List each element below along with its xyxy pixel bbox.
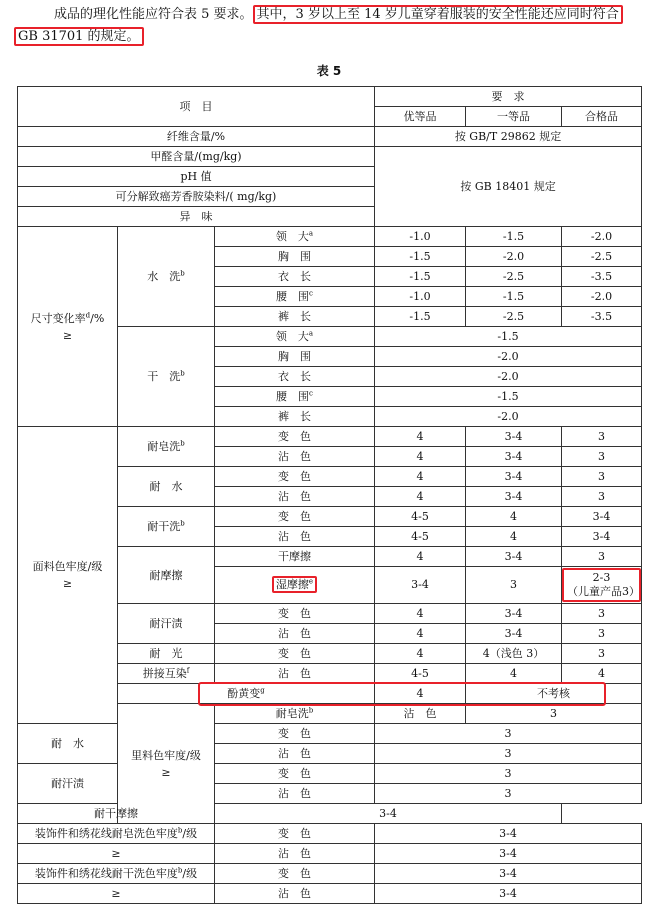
face-drywash-stain-v2: 4 bbox=[466, 527, 562, 547]
lining-sweat-stain-label: 沾 色 bbox=[215, 784, 375, 804]
row-ph-label: pH 值 bbox=[18, 167, 375, 187]
wash-part: 胸 围 bbox=[215, 247, 375, 267]
acc-soap-sup: b bbox=[177, 826, 183, 835]
intro-text-plain: 成品的理化性能应符合表 5 要求。 bbox=[54, 7, 253, 22]
face-dry-rub-v1: 4 bbox=[375, 547, 466, 567]
row-gb18401-req: 按 GB 18401 规定 bbox=[375, 147, 642, 227]
wash-v1: -1.0 bbox=[375, 227, 466, 247]
wash-part-label: 腰 围 bbox=[276, 290, 310, 303]
face-soap-change-v2: 3-4 bbox=[466, 427, 562, 447]
row-odor-label: 异 味 bbox=[18, 207, 375, 227]
lining-water-stain-label: 沾 色 bbox=[215, 744, 375, 764]
face-water-change-v2: 3-4 bbox=[466, 467, 562, 487]
acc-dry-title-cell bbox=[18, 864, 215, 884]
acc-soap-title-cell bbox=[18, 824, 215, 844]
dimension-title-unit: /% bbox=[90, 311, 105, 325]
face-water-change-v3: 3 bbox=[562, 467, 642, 487]
face-wet-rub-v2: 3 bbox=[466, 567, 562, 604]
face-sweat-change-v2: 3-4 bbox=[466, 604, 562, 624]
acc-dry-sup: b bbox=[177, 866, 183, 875]
face-soap-sup: b bbox=[180, 439, 185, 448]
face-soap-stain-v2: 3-4 bbox=[466, 447, 562, 467]
wash-v2: -1.5 bbox=[466, 287, 562, 307]
face-sweat-change-v1: 4 bbox=[375, 604, 466, 624]
face-soap-change-v1: 4 bbox=[375, 427, 466, 447]
wash-part bbox=[215, 287, 375, 307]
dimension-wash: 水 洗 bbox=[147, 270, 181, 283]
dry-v: -2.0 bbox=[375, 347, 642, 367]
dimension-title-sup: d bbox=[85, 310, 91, 319]
wash-v3: -2.0 bbox=[562, 287, 642, 307]
acc-dry-change-v: 3-4 bbox=[375, 864, 642, 884]
dry-part bbox=[215, 387, 375, 407]
wash-v3: -3.5 bbox=[562, 267, 642, 287]
dry-v: -2.0 bbox=[375, 367, 642, 387]
acc-dry-unit: /级 bbox=[182, 867, 198, 880]
face-phenol-v1: 4 bbox=[375, 684, 466, 704]
face-drywash-change-label: 变 色 bbox=[215, 507, 375, 527]
wash-v3: -3.5 bbox=[562, 307, 642, 327]
face-sweat-stain-label: 沾 色 bbox=[215, 624, 375, 644]
acc-dry-ge: ≥ bbox=[18, 884, 215, 904]
acc-dry-change-label: 变 色 bbox=[215, 864, 375, 884]
lining-sweat-change-v: 3 bbox=[375, 764, 642, 784]
row-formaldehyde-label: 甲醛含量/(mg/kg) bbox=[18, 147, 375, 167]
lining-sweat-change-label: 变 色 bbox=[215, 764, 375, 784]
intro-line-1 bbox=[14, 4, 646, 26]
highlight-box-wet-rub-v3 bbox=[562, 568, 641, 602]
lining-soap-cell bbox=[215, 704, 375, 724]
face-wet-rub-v1: 3-4 bbox=[375, 567, 466, 604]
face-wet-rub-label-cell bbox=[215, 567, 375, 604]
wash-v2: -2.5 bbox=[466, 267, 562, 287]
spec-table bbox=[17, 86, 642, 904]
face-soap-stain-v3: 3 bbox=[562, 447, 642, 467]
dry-part-sup: c bbox=[309, 389, 313, 398]
wash-v3: -2.5 bbox=[562, 247, 642, 267]
header-grade-2: 一等品 bbox=[466, 107, 562, 127]
face-water-stain-v1: 4 bbox=[375, 487, 466, 507]
acc-soap-change-label: 变 色 bbox=[215, 824, 375, 844]
highlight-box-intro-1: 其中，3 岁以上至 14 岁儿童穿着服装的安全性能还应同时符合 bbox=[253, 5, 623, 24]
dimension-ge: ≥ bbox=[62, 328, 73, 342]
face-phenol-cell bbox=[118, 684, 375, 704]
dimension-dry: 干 洗 bbox=[147, 370, 181, 383]
face-drywash-stain-label: 沾 色 bbox=[215, 527, 375, 547]
face-wet-rub-v3-a: 2-3 bbox=[592, 571, 611, 584]
face-joint: 拼接互染 bbox=[142, 667, 187, 680]
wash-v2: -2.0 bbox=[466, 247, 562, 267]
face-light-v3: 3 bbox=[562, 644, 642, 664]
table-caption: 表 5 bbox=[316, 64, 342, 78]
face-water-stain-v2: 3-4 bbox=[466, 487, 562, 507]
row-amine-label: 可分解致癌芳香胺染料/( mg/kg) bbox=[18, 187, 375, 207]
acc-soap-unit: /级 bbox=[182, 827, 198, 840]
face-wet-rub-sup: e bbox=[308, 577, 314, 586]
wash-part bbox=[215, 227, 375, 247]
acc-dry-stain-label: 沾 色 bbox=[215, 884, 375, 904]
wash-v1: -1.5 bbox=[375, 247, 466, 267]
face-water-change-label: 变 色 bbox=[215, 467, 375, 487]
face-joint-sup: f bbox=[186, 666, 190, 675]
face-soap-cell bbox=[118, 427, 215, 467]
dimension-wash-sup: b bbox=[180, 269, 185, 278]
lining-sweat-cell: 耐汗渍 bbox=[18, 764, 118, 804]
acc-soap-stain-label: 沾 色 bbox=[215, 844, 375, 864]
dimension-title: 尺寸变化率 bbox=[30, 311, 86, 325]
face-drywash-change-v3: 3-4 bbox=[562, 507, 642, 527]
lining-soap-sup: b bbox=[308, 706, 314, 715]
acc-dry-stain-v: 3-4 bbox=[375, 884, 642, 904]
face-water-change-v1: 4 bbox=[375, 467, 466, 487]
highlight-box-wet-rub bbox=[272, 576, 317, 593]
face-drywash-stain-v3: 3-4 bbox=[562, 527, 642, 547]
dry-part-label: 领 大 bbox=[275, 330, 309, 343]
face-dry-rub-label: 干摩擦 bbox=[215, 547, 375, 567]
face-soap-change-label: 变 色 bbox=[215, 427, 375, 447]
dry-part: 衣 长 bbox=[215, 367, 375, 387]
face-light-change-label: 变 色 bbox=[215, 644, 375, 664]
face-soap-stain-label: 沾 色 bbox=[215, 447, 375, 467]
lining-water-cell: 耐 水 bbox=[18, 724, 118, 764]
wash-v1: -1.0 bbox=[375, 287, 466, 307]
face-drywash-change-v2: 4 bbox=[466, 507, 562, 527]
lining-soap-stain-v: 3 bbox=[466, 704, 642, 724]
lining-soap-stain-label: 沾 色 bbox=[375, 704, 466, 724]
face-wet-rub-v3-cell bbox=[562, 567, 642, 604]
wash-part-sup: c bbox=[309, 289, 313, 298]
face-water-stain-label: 沾 色 bbox=[215, 487, 375, 507]
dry-part bbox=[215, 327, 375, 347]
wash-v3: -2.0 bbox=[562, 227, 642, 247]
face-water-cell: 耐 水 bbox=[118, 467, 215, 507]
header-grade-3: 合格品 bbox=[562, 107, 642, 127]
face-sweat-stain-v3: 3 bbox=[562, 624, 642, 644]
face-wet-rub-label: 湿摩擦 bbox=[275, 578, 309, 591]
face-sweat-change-label: 变 色 bbox=[215, 604, 375, 624]
face-joint-v1: 4-5 bbox=[375, 664, 466, 684]
lining-water-stain-v: 3 bbox=[375, 744, 642, 764]
face-drywash-sup: b bbox=[180, 519, 185, 528]
acc-soap-ge: ≥ bbox=[18, 844, 215, 864]
face-sweat-stain-v1: 4 bbox=[375, 624, 466, 644]
row-fiber-req: 按 GB/T 29862 规定 bbox=[375, 127, 642, 147]
face-sweat-change-v3: 3 bbox=[562, 604, 642, 624]
acc-dry-title: 装饰件和绣花线耐干洗色牢度 bbox=[34, 867, 178, 880]
lining-dry-rub-v: 3-4 bbox=[215, 804, 562, 824]
face-soap-change-v3: 3 bbox=[562, 427, 642, 447]
header-grade-1: 优等品 bbox=[375, 107, 466, 127]
dimension-title-cell bbox=[18, 227, 118, 427]
face-soap-stain-v1: 4 bbox=[375, 447, 466, 467]
face-sweat-stain-v2: 3-4 bbox=[466, 624, 562, 644]
wash-part: 裤 长 bbox=[215, 307, 375, 327]
acc-soap-change-v: 3-4 bbox=[375, 824, 642, 844]
lining-sweat-stain-v: 3 bbox=[375, 784, 642, 804]
face-dry-rub-v2: 3-4 bbox=[466, 547, 562, 567]
wash-v2: -2.5 bbox=[466, 307, 562, 327]
dry-part-sup: a bbox=[308, 329, 314, 338]
wash-part: 衣 长 bbox=[215, 267, 375, 287]
face-joint-stain-label: 沾 色 bbox=[215, 664, 375, 684]
face-drywash: 耐干洗 bbox=[147, 520, 181, 533]
dimension-dry-cell bbox=[118, 327, 215, 427]
face-dry-rub-v3: 3 bbox=[562, 547, 642, 567]
intro-line-2 bbox=[14, 26, 646, 48]
acc-soap-stain-v: 3-4 bbox=[375, 844, 642, 864]
face-joint-v3: 4 bbox=[562, 664, 642, 684]
face-soap: 耐皂洗 bbox=[147, 440, 181, 453]
intro-paragraph bbox=[14, 4, 646, 48]
face-light-v2: 4（浅色 3） bbox=[466, 644, 562, 664]
wash-v1: -1.5 bbox=[375, 267, 466, 287]
face-water-stain-v3: 3 bbox=[562, 487, 642, 507]
dry-part-label: 腰 围 bbox=[276, 390, 310, 403]
face-light-v1: 4 bbox=[375, 644, 466, 664]
lining-dry-rub-label: 耐干摩擦 bbox=[18, 804, 215, 824]
face-light-cell: 耐 光 bbox=[118, 644, 215, 664]
dry-v: -1.5 bbox=[375, 327, 642, 347]
face-joint-cell bbox=[118, 664, 215, 684]
wash-v2: -1.5 bbox=[466, 227, 562, 247]
lining-water-change-label: 变 色 bbox=[215, 724, 375, 744]
face-phenol-sup: g bbox=[260, 686, 265, 695]
wash-part-sup: a bbox=[308, 229, 314, 238]
lining-soap: 耐皂洗 bbox=[275, 707, 309, 720]
face-phenol-v23: 不考核 bbox=[466, 684, 642, 704]
face-wet-rub-v3-b: （儿童产品3） bbox=[567, 585, 641, 598]
face-drywash-change-v1: 4-5 bbox=[375, 507, 466, 527]
dry-v: -1.5 bbox=[375, 387, 642, 407]
dry-part: 裤 长 bbox=[215, 407, 375, 427]
wash-v1: -1.5 bbox=[375, 307, 466, 327]
lining-water-change-v: 3 bbox=[375, 724, 642, 744]
face-rub-cell: 耐摩擦 bbox=[118, 547, 215, 604]
dry-v: -2.0 bbox=[375, 407, 642, 427]
dimension-wash-cell bbox=[118, 227, 215, 327]
face-phenol: 酚黄变 bbox=[227, 687, 261, 700]
wash-part-label: 领 大 bbox=[275, 230, 309, 243]
dimension-dry-sup: b bbox=[180, 369, 185, 378]
header-item: 项 目 bbox=[18, 87, 375, 127]
row-fiber-label: 纤维含量/% bbox=[18, 127, 375, 147]
lining-title: 里料色牢度/级 bbox=[131, 748, 201, 762]
dry-part: 胸 围 bbox=[215, 347, 375, 367]
acc-soap-title: 装饰件和绣花线耐皂洗色牢度 bbox=[34, 827, 178, 840]
face-joint-v2: 4 bbox=[466, 664, 562, 684]
face-drywash-cell bbox=[118, 507, 215, 547]
lining-ge: ≥ bbox=[161, 765, 171, 779]
highlight-box-intro-2: GB 31701 的规定。 bbox=[14, 27, 144, 46]
header-requirement: 要 求 bbox=[375, 87, 642, 107]
face-sweat-cell: 耐汗渍 bbox=[118, 604, 215, 644]
face-drywash-stain-v1: 4-5 bbox=[375, 527, 466, 547]
face-title-cell bbox=[18, 427, 118, 724]
face-title: 面料色牢度/级 bbox=[32, 560, 103, 573]
face-ge: ≥ bbox=[62, 577, 73, 590]
